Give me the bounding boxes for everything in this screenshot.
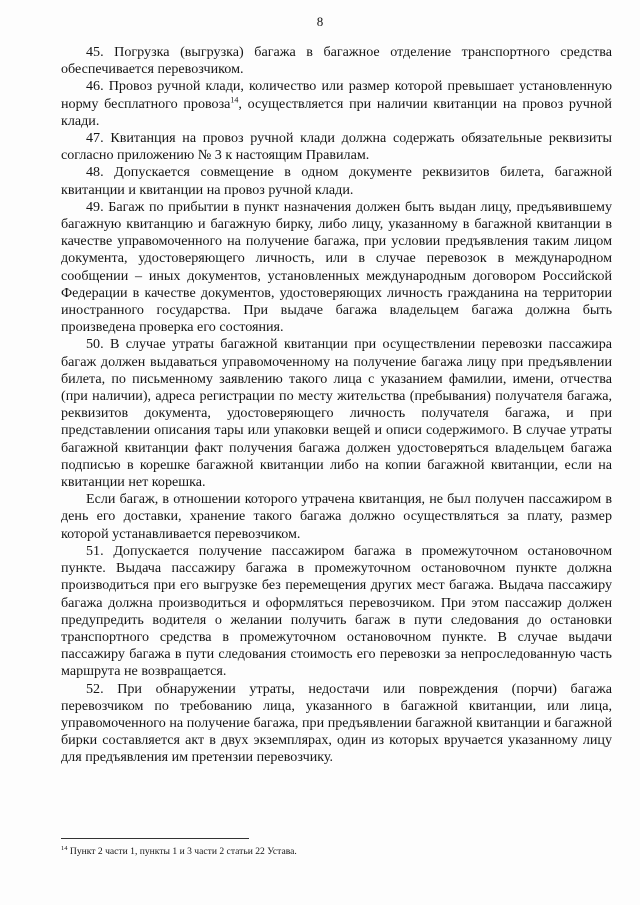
- paragraph-50: 50. В случае утраты багажной квитанции при осуществлении перевозки пассажира багаж должен выдаваться управомоченному на получение багажа лицу при предъявлении билета, по письменному заявлению такого лица с указанием фамилии, имени, отчества (при наличии), адреса регистрации по месту жительства (пребывания) получателя багажа, реквизитов документа, удостоверяющего личность получателя багажа, и при представлении описания тары или упаковки вещей и описи содержимого. В случае утраты багажной квитанции факт получения багажа должен удостоверяться владельцем багажа подписью в корешке багажной квитанции либо на копии багажной квитанции, если на квитанции нет корешка.: [61, 336, 612, 491]
- paragraph-46-text-end: , осуществляется при наличии квитанции на провоз ручной клади.: [61, 95, 612, 129]
- page-number: 8: [316, 14, 324, 29]
- paragraph-50-continued: Если багаж, в отношении которого утрачена квитанция, не был получен пассажиром в день его доставки, хранение такого багажа должно осуществляться за плату, размер которой устанавливается перевозчиком.: [61, 491, 612, 542]
- footnote-divider: [61, 838, 249, 839]
- footnote-reference: 14: [230, 94, 239, 104]
- document-body: [61, 44, 612, 767]
- footnote-text: Пункт 2 части 1, пункты 1 и 3 части 2 статьи 22 Устава.: [67, 846, 297, 857]
- paragraph-52: 52. При обнаружении утраты, недостачи или повреждения (порчи) багажа перевозчиком по требованию лица, указанного в багажной квитанции, или лица, управомоченного на получение багажа, при предъявлении багажной квитанции и багажной бирки составляется акт в двух экземплярах, один из которых вручается указанному лицу для предъявления им претензии перевозчику.: [61, 680, 612, 766]
- paragraph-46-text: 46. Провоз ручной клади, количество или размер которой превышает установленную норму бесплатного провоза: [61, 78, 612, 112]
- paragraph-45: 45. Погрузка (выгрузка) багажа в багажное отделение транспортного средства обеспечивается перевозчиком.: [61, 44, 612, 78]
- paragraph-48: 48. Допускается совмещение в одном документе реквизитов билета, багажной квитанции и квитанции на провоз ручной клади.: [61, 164, 612, 198]
- paragraph-51: 51. Допускается получение пассажиром багажа в промежуточном остановочном пункте. Выдача пассажиру багажа в промежуточном остановочном пункте должна производиться при его выгрузке без перемещения других мест багажа. Выдача пассажиру багажа должна производиться и оформляться перевозчиком. При этом пассажир должен предупредить водителя о желании получить багаж в пути следования до остановки транспортного средства в промежуточном остановочном пункте. В случае выдачи пассажиру багажа в пути следования стоимость его перевозки за непроследованную часть маршрута не возвращается.: [61, 542, 612, 680]
- paragraph-47: 47. Квитанция на провоз ручной клади должна содержать обязательные реквизиты согласно приложению № 3 к настоящим Правилам.: [61, 130, 612, 164]
- paragraph-46: [61, 78, 612, 130]
- paragraph-49: 49. Багаж по прибытии в пункт назначения должен быть выдан лицу, предъявившему багажную квитанцию и багажную бирку, либо лицу, указанному в багажной квитанции в качестве управомоченного на получение багажа, при условии предъявления таким лицом документа, удостоверяющего личность, или в случае перевозок в международном сообщении – иных документов, установленных международным договором Российской Федерации в качестве документов, удостоверяющих личность гражданина на территории иностранного государства. При выдаче багажа владельцем багажа должна быть произведена проверка его состояния.: [61, 198, 612, 336]
- footnote: [61, 846, 612, 858]
- footnote-marker: 14: [61, 844, 68, 852]
